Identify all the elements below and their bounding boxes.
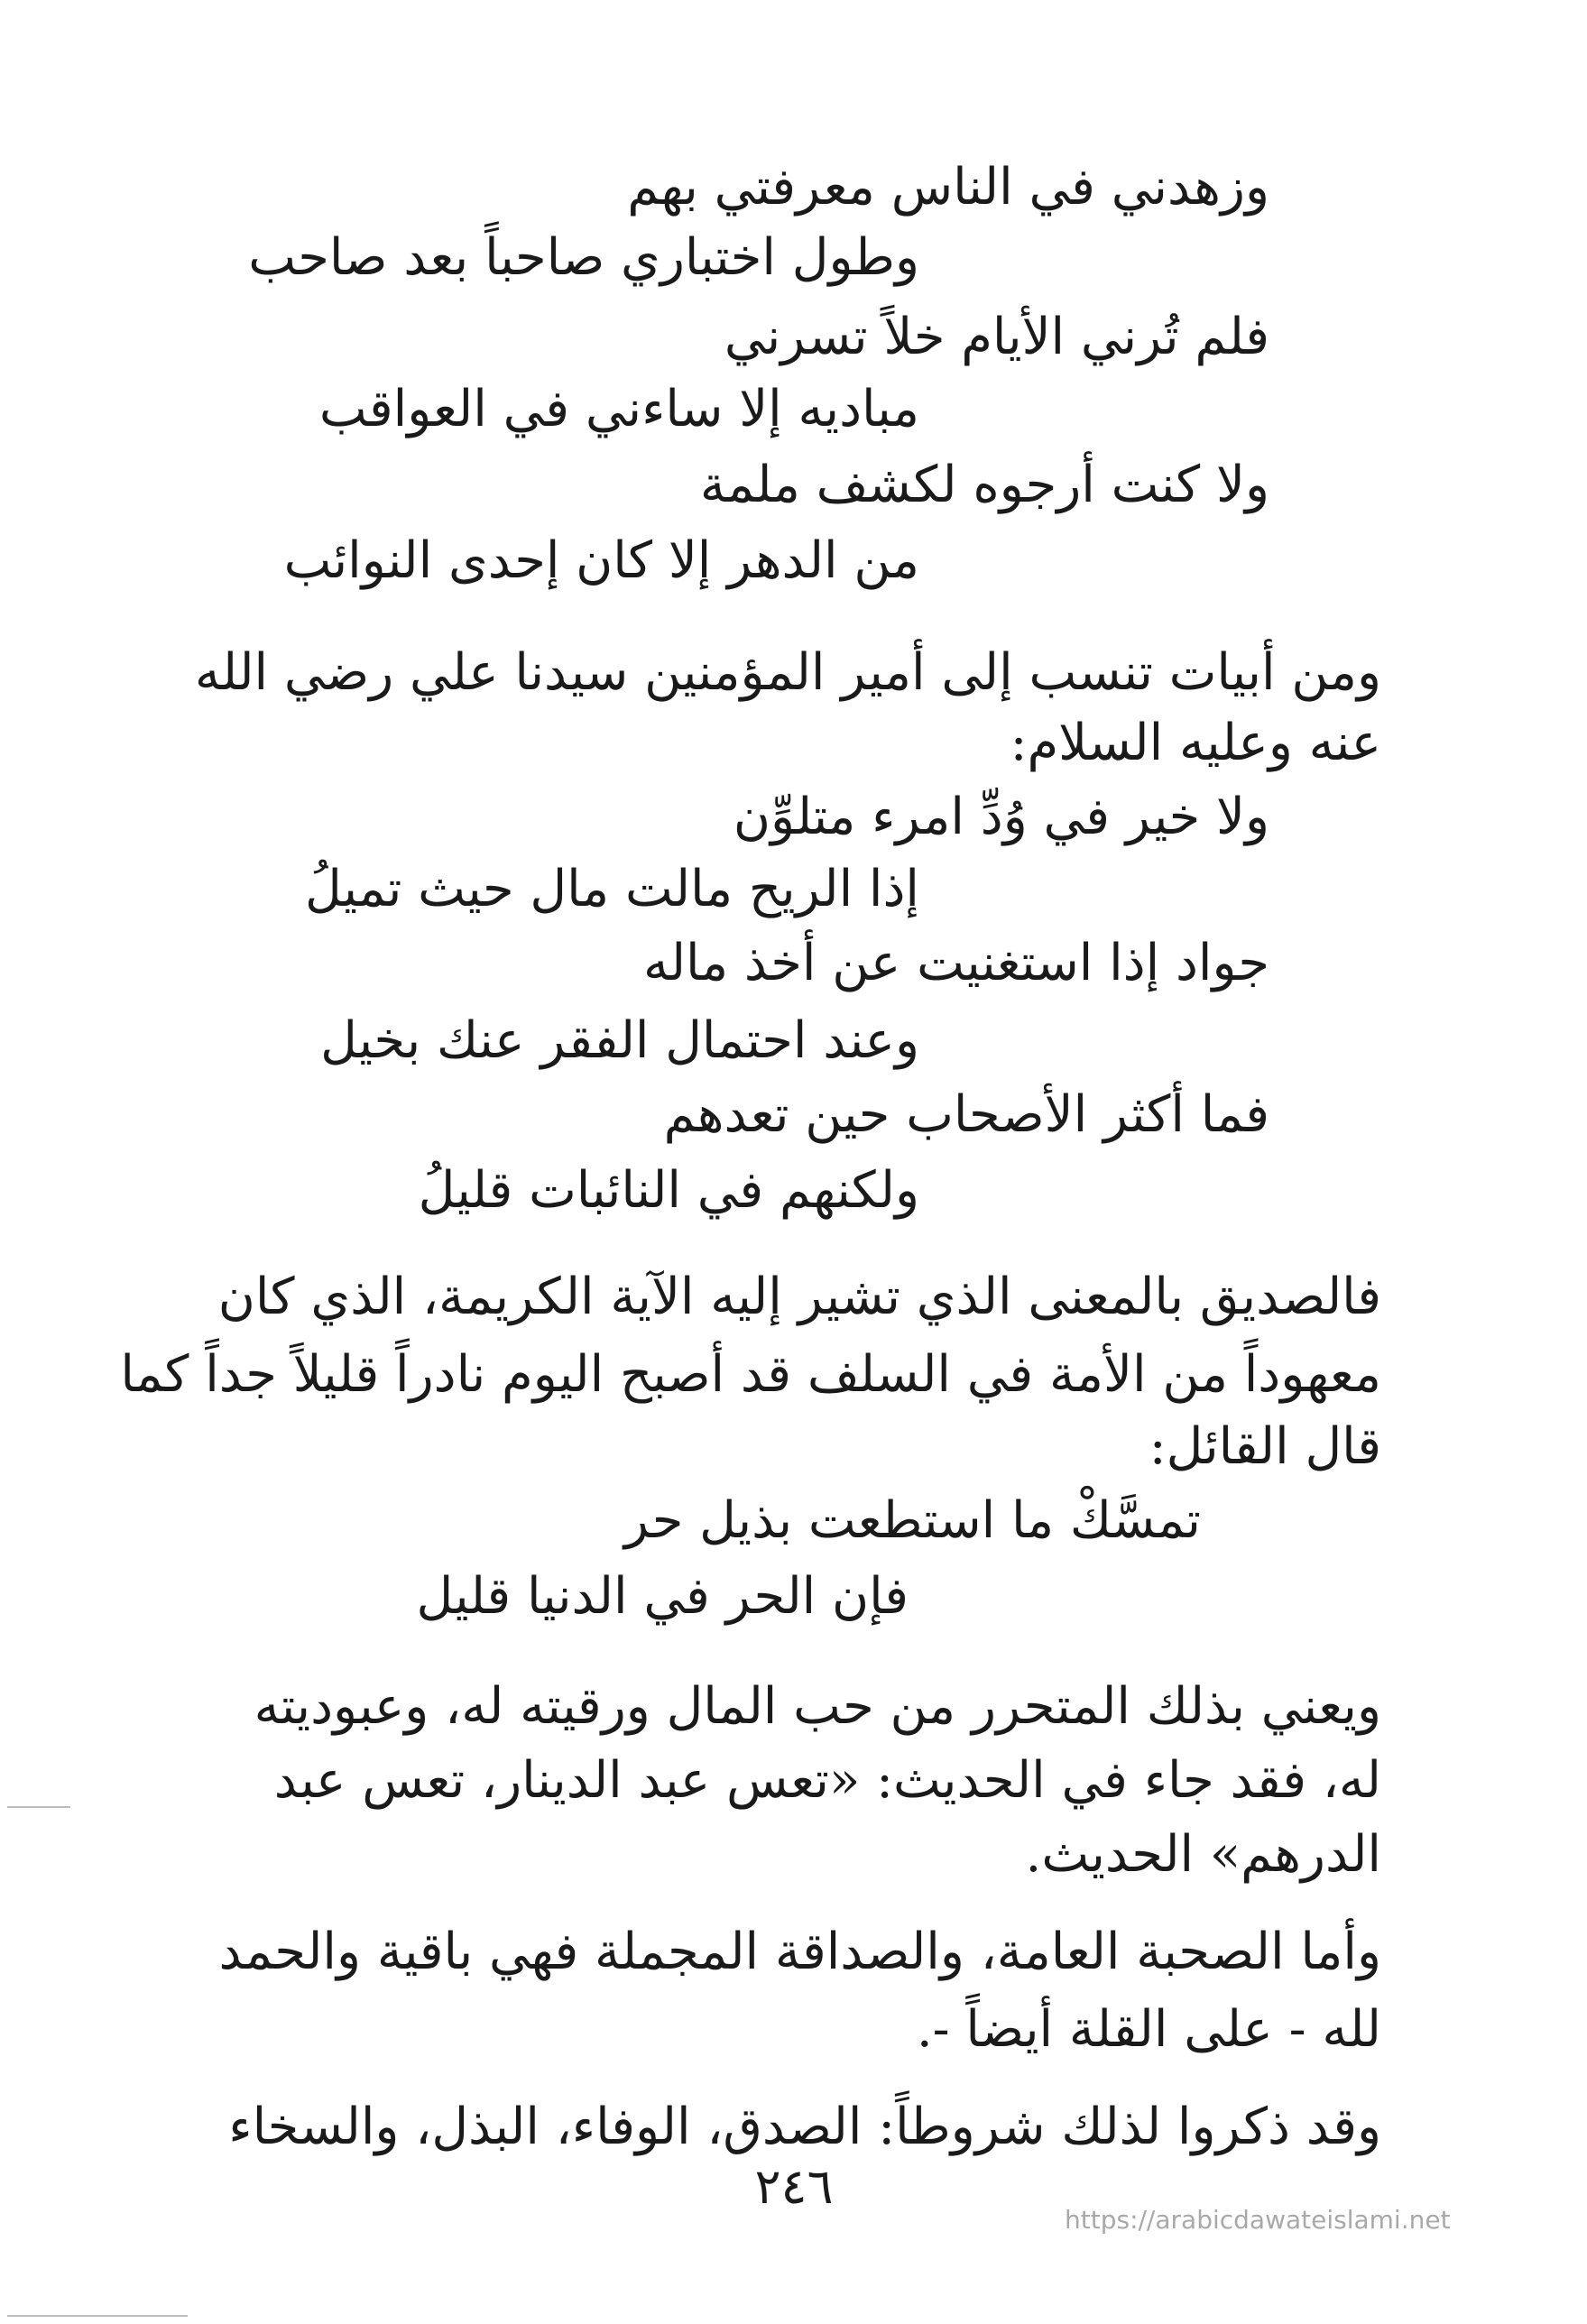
scan-speck <box>7 2315 188 2317</box>
paragraph-line: وأما الصحبة العامة، والصداقة المجملة فهي باقية والحمد <box>218 1923 1381 1981</box>
page-number: ٢٤٦ <box>754 2158 834 2215</box>
paragraph-line: ومن أبيات تنسب إلى أمير المؤمنين سيدنا علي رضي الله <box>194 643 1381 702</box>
verse-line: وعند احتمال الفقر عنك بخيل <box>320 1011 919 1070</box>
paragraph-line: فالصديق بالمعنى الذي تشير إليه الآية الكريمة، الذي كان <box>217 1268 1381 1326</box>
verse-line: ولا كنت أرجوه لكشف ملمة <box>699 456 1269 514</box>
watermark-url: https://arabicdawateislami.net <box>1065 2205 1451 2235</box>
paragraph-line: عنه وعليه السلام: <box>1010 714 1381 772</box>
verse-line: من الدهر إلا كان إحدى النوائب <box>283 531 919 590</box>
scan-speck <box>7 1806 70 1808</box>
paragraph-line: ويعني بذلك المتحرر من حب المال ورقيته له، وعبوديته <box>254 1677 1381 1736</box>
paragraph-line: لله - على القلة أيضاً -. <box>916 2000 1381 2059</box>
paragraph-line: له، فقد جاء في الحديث: «تعس عبد الدينار، تعس عبد <box>273 1751 1381 1810</box>
verse-line: ولكنهم في النائبات قليلُ <box>418 1161 919 1220</box>
verse-line: فلم تُرني الأيام خلاً تسرني <box>724 308 1269 366</box>
verse-line: جواد إذا استغنيت عن أخذ ماله <box>642 934 1269 992</box>
verse-line: وطول اختباري صاحباً بعد صاحب <box>248 228 919 287</box>
verse-line: مباديه إلا ساءني في العواقب <box>318 380 919 438</box>
paragraph-line: وقد ذكروا لذلك شروطاً: الصدق، الوفاء، البذل، والسخاء <box>228 2098 1381 2156</box>
verse-line: ولا خير في وُدِّ امرء متلوِّن <box>733 788 1269 846</box>
paragraph-line: معهوداً من الأمة في السلف قد أصبح اليوم نادراً قليلاً جداً كما <box>120 1345 1381 1404</box>
verse-line: فإن الحر في الدنيا قليل <box>416 1567 909 1626</box>
verse-line: وزهدني في الناس معرفتي بهم <box>627 158 1269 217</box>
verse-line: إذا الريح مالت مال حيث تميلُ <box>305 860 919 918</box>
paragraph-line: الدرهم» الحديث. <box>1025 1825 1381 1884</box>
paragraph-line: قال القائل: <box>1149 1417 1381 1476</box>
verse-line: تمسَّكْ ما استطعت بذيل حر <box>623 1491 1201 1550</box>
verse-line: فما أكثر الأصحاب حين تعدهم <box>663 1085 1269 1144</box>
